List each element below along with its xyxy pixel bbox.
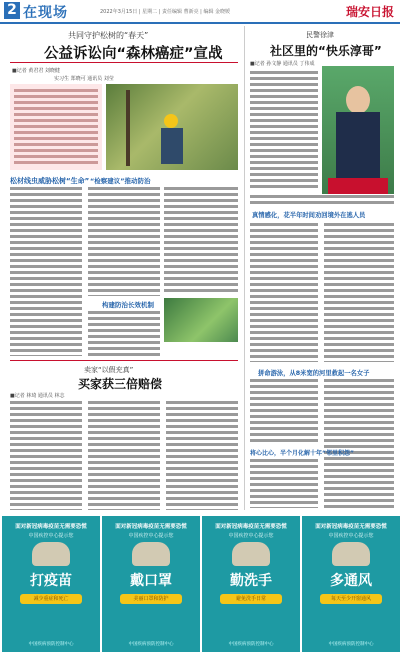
right-column-5 bbox=[324, 378, 394, 508]
officer-uniform bbox=[336, 112, 380, 182]
bottom-column-1 bbox=[10, 400, 82, 510]
lead-column-4 bbox=[88, 310, 160, 356]
right-column-2 bbox=[250, 222, 318, 362]
ad-handwash bbox=[202, 516, 300, 652]
lead-column-1 bbox=[10, 186, 82, 356]
syringe-icon bbox=[32, 542, 70, 566]
ad-subtitle: 中国疾控中心提示您 bbox=[28, 533, 74, 539]
ad-subtitle: 中国疾控中心提示您 bbox=[228, 533, 274, 539]
ad-footer: 中国疾病预防控制中心 bbox=[28, 642, 74, 647]
worker-figure bbox=[161, 128, 183, 164]
ad-title: 面对新冠病毒疫苗无需要恐慌 bbox=[15, 524, 87, 530]
ad-title: 面对新冠病毒疫苗无需要恐慌 bbox=[215, 524, 287, 530]
lead-column-2 bbox=[88, 186, 160, 296]
ad-main-text: 戴口罩 bbox=[130, 573, 172, 589]
lead-intro-text bbox=[14, 88, 98, 166]
bottom-column-3 bbox=[166, 400, 238, 510]
bottom-divider bbox=[10, 360, 238, 361]
ad-pill: 每天至少开窗通风 bbox=[320, 594, 382, 604]
lead-column-3 bbox=[164, 186, 238, 294]
right-subhead-2: 拼命游泳，从8米宽的河里救起一名女子 bbox=[258, 370, 370, 377]
page-number: 2 bbox=[4, 2, 20, 19]
right-subhead-1: 真情感化，花半年时间劝回境外在逃人员 bbox=[252, 212, 366, 219]
bottom-column-2 bbox=[88, 400, 160, 510]
tree-trunk bbox=[126, 90, 130, 166]
ad-main-text: 勤洗手 bbox=[230, 573, 272, 589]
right-column-3 bbox=[324, 222, 394, 362]
right-text-intro bbox=[250, 194, 394, 206]
headline-divider bbox=[10, 62, 238, 63]
ad-main-text: 多通风 bbox=[330, 573, 372, 589]
bottom-kicker: 卖家“以假充真” bbox=[84, 366, 134, 374]
right-column-6 bbox=[250, 458, 318, 508]
window-icon bbox=[332, 542, 370, 566]
right-kicker: 民警徐津 bbox=[306, 31, 334, 39]
issue-meta: 2022年3月15日 | 星期二 | 责任编辑 曹新亮 | 编辑 金晓媛 bbox=[100, 9, 231, 15]
ad-footer: 中国疾病预防控制中心 bbox=[228, 642, 274, 647]
lead-photo bbox=[106, 84, 238, 170]
right-byline: ■记者 孙文静 通讯员 丁伟成 bbox=[250, 61, 315, 67]
right-subhead-3: 将心比心，半个月化解十年“邻里积怨” bbox=[250, 450, 354, 457]
ad-pill: 减少重症和死亡 bbox=[20, 594, 82, 604]
ad-title: 面对新冠病毒疫苗无需要恐慌 bbox=[115, 524, 187, 530]
right-column-4 bbox=[250, 378, 318, 444]
officer-face bbox=[346, 86, 370, 114]
middle-subhead-2: 构建防治长效机制 bbox=[102, 301, 154, 309]
ad-footer: 中国疾病预防控制中心 bbox=[128, 642, 174, 647]
lead-byline: ■记者 黄君君 刘晓健 bbox=[12, 68, 60, 74]
ad-mask bbox=[102, 516, 200, 652]
ad-title: 面对新冠病毒疫苗无需要恐慌 bbox=[315, 524, 387, 530]
section-title: 在现场 bbox=[23, 5, 68, 21]
bottom-headline: 买家获三倍赔偿 bbox=[78, 377, 163, 391]
middle-subhead-1: “检察建议”推动防治 bbox=[90, 177, 151, 185]
lead-byline-2: 实习生 郑晓可 通讯员 刘莹 bbox=[54, 76, 114, 82]
worker-helmet-icon bbox=[164, 114, 178, 128]
ad-subtitle: 中国疾控中心提示您 bbox=[328, 533, 374, 539]
red-banner bbox=[328, 178, 388, 194]
lead-subhead: 松材线虫威胁松树“生命” bbox=[10, 177, 90, 185]
ad-pill: 避免洗手日常 bbox=[220, 594, 282, 604]
column-divider bbox=[244, 26, 245, 510]
lead-intro-box bbox=[10, 84, 102, 170]
ad-pill: 美丽口罩和防护 bbox=[120, 594, 182, 604]
mask-icon bbox=[132, 542, 170, 566]
ad-footer: 中国疾病预防控制中心 bbox=[328, 642, 374, 647]
lead-headline: 公益诉讼向“森林癌症”宣战 bbox=[44, 46, 223, 62]
masthead-logo: 瑞安日报 bbox=[345, 5, 394, 19]
officer-photo bbox=[322, 66, 394, 198]
ad-main-text: 打疫苗 bbox=[30, 573, 72, 589]
bottom-byline: ■记者 林琦 通讯员 林志 bbox=[10, 393, 65, 399]
ad-vaccine bbox=[2, 516, 100, 652]
right-headline: 社区里的“快乐淳哥” bbox=[270, 44, 382, 58]
ad-ventilation bbox=[302, 516, 400, 652]
inset-photo bbox=[164, 298, 238, 342]
right-column-1 bbox=[250, 70, 318, 190]
hands-icon bbox=[232, 542, 270, 566]
lead-kicker: 共同守护松树的“春天” bbox=[68, 31, 149, 40]
ad-subtitle: 中国疾控中心提示您 bbox=[128, 533, 174, 539]
